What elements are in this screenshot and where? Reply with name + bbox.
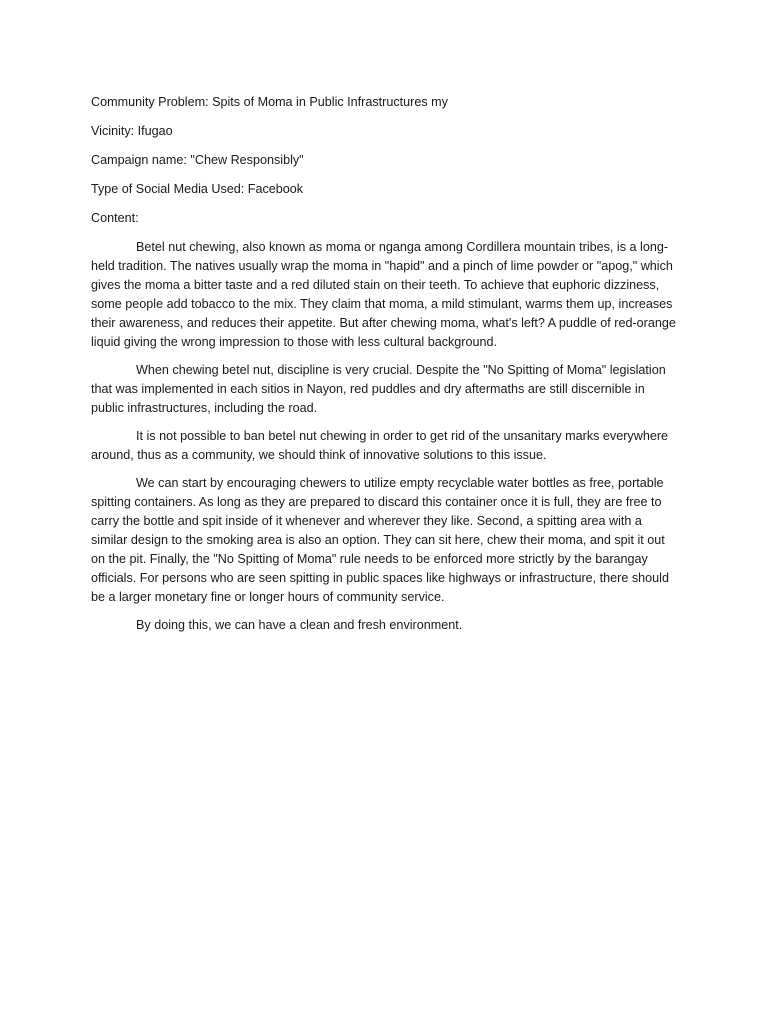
content-label: Content: [91,211,139,225]
paragraph-solutions: We can start by encouraging chewers to utilize empty recyclable water bottles as free, portable spitting containers. As long as they are prepared to discard this container once it is full, they are free to carry the bottle and spit inside of it whenever and wherever they like. Second, a spitting area with a similar design to the smoking area is also an option. They can sit here, chew their moma, and spit it out on the pit. Finally, the "No Spitting of Moma" rule needs to be enforced more strictly by the barangay officials. For persons who are seen spitting in public spaces like highways or infrastructure, there should be a larger monetary fine or longer hours of community service. [91,476,669,604]
social-media-line: Type of Social Media Used: Facebook [91,182,304,196]
paragraph-discipline: When chewing betel nut, discipline is very crucial. Despite the "No Spitting of Moma" legislation that was implemented in each sitios in Nayon, red puddles and dry aftermaths are still discernible in public infrastructures, including the road. [91,363,666,415]
campaign-name-line: Campaign name: "Chew Responsibly" [91,153,304,167]
paragraph-betel-nut-tradition: Betel nut chewing, also known as moma or nganga among Cordillera mountain tribes, is a long-held tradition. The natives usually wrap the moma in "hapid" and a pinch of lime powder or "apog," which gives the moma a bitter taste and a red diluted stain on their teeth. To achieve that euphoric dizziness, some people add tobacco to the mix. They claim that moma, a mild stimulant, warms them up, increases their awareness, and reduces their appetite. But after chewing moma, what's left? A puddle of red-orange liquid giving the wrong impression to those with less cultural background. [91,240,676,349]
document-body [91,93,677,644]
paragraph-conclusion: By doing this, we can have a clean and fresh environment. [136,618,463,632]
paragraph-no-ban: It is not possible to ban betel nut chewing in order to get rid of the unsanitary marks everywhere around, thus as a community, we should think of innovative solutions to this issue. [91,429,669,462]
vicinity-line: Vicinity: Ifugao [91,124,173,138]
community-problem-line: Community Problem: Spits of Moma in Public Infrastructures my [91,95,448,109]
